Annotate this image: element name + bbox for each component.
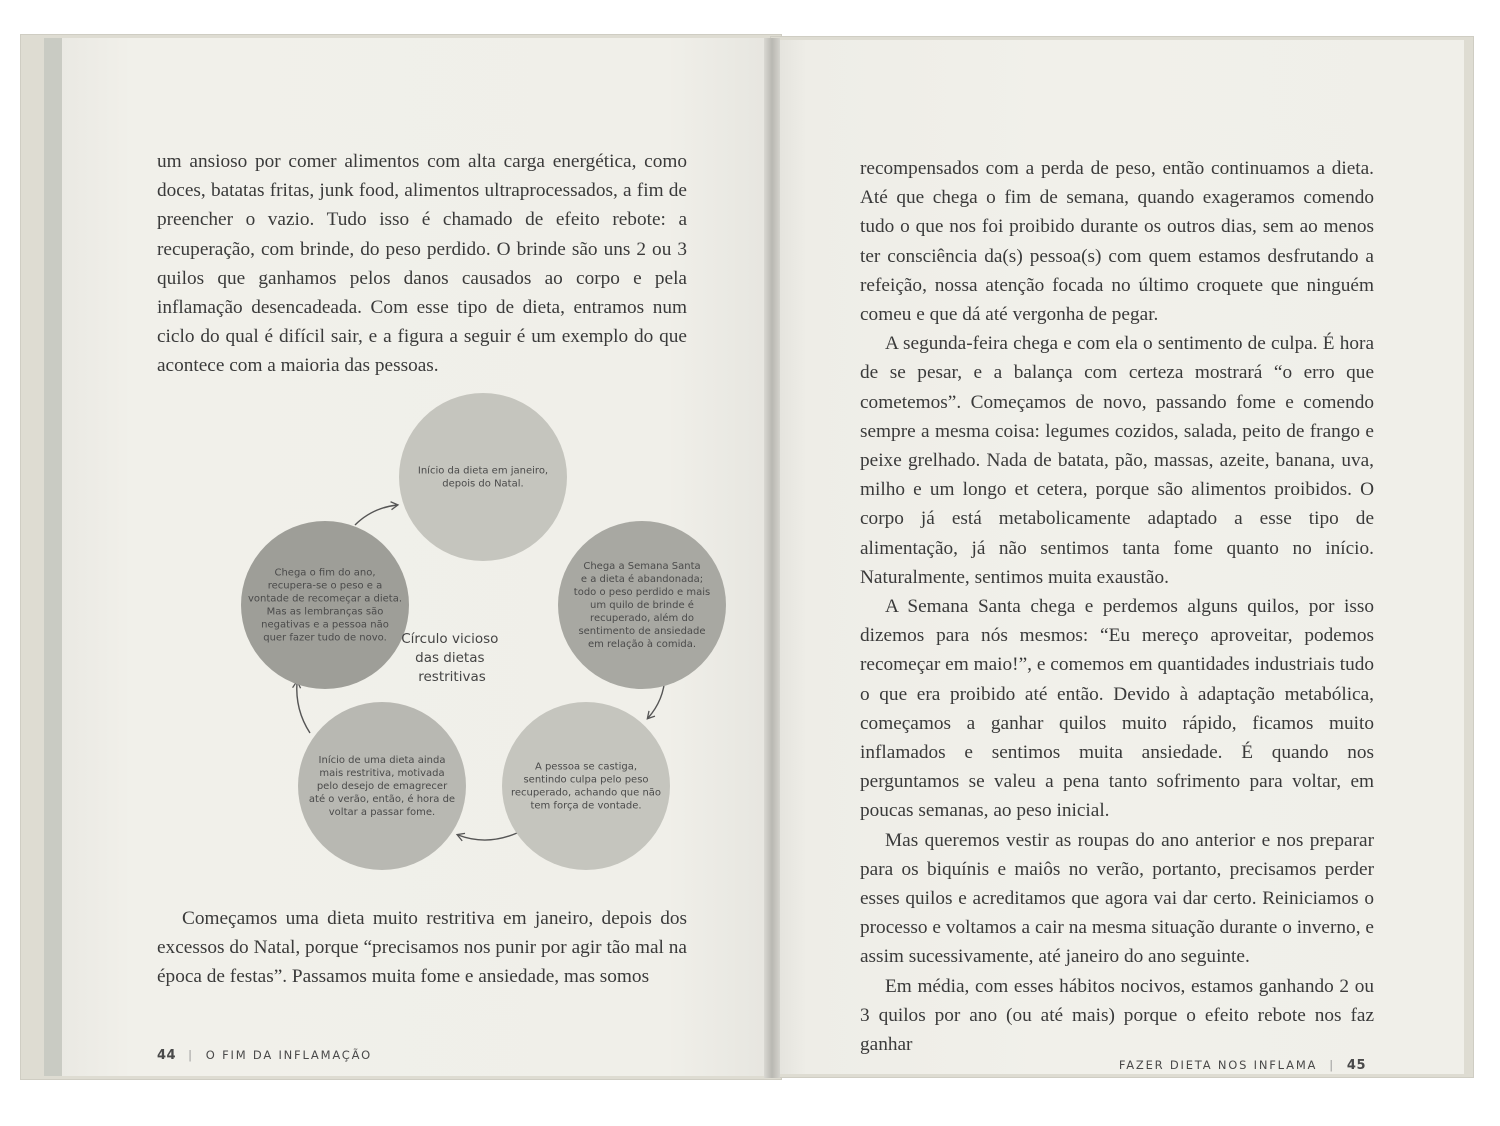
cycle-step-4 (298, 702, 466, 870)
paragraph: Mas queremos vestir as roupas do ano anterior e nos preparar para os biquínis e maiôs no verão, portanto, precisamos perder esses quilos e acreditamos que agora vai dar certo. Reiniciamos o processo e voltamos a cair na mesma situação durante o inverno, e assim sucessivamente, até janeiro do ano seguinte. (860, 829, 1374, 968)
cycle-arrow (458, 833, 517, 840)
running-header: FAZER DIETA NOS INFLAMA (1118, 1058, 1318, 1072)
page-number: 44 (157, 1048, 177, 1063)
cycle-step-circle (502, 702, 670, 870)
left-page-top-text (157, 147, 687, 381)
cycle-step-text: A pessoa se castiga, sentindo culpa pelo peso recuperado, achando que não tem força de vontade. (510, 761, 662, 812)
left-page-bottom-text (157, 904, 687, 992)
right-page-footer: FAZER DIETA NOS INFLAMA | 45 (1118, 1058, 1366, 1073)
diagram-title: Círculo vicioso das dietas restritivas (401, 631, 499, 685)
left-page-footer: 44 | O FIM DA INFLAMAÇÃO (157, 1048, 372, 1063)
cycle-step-5 (241, 521, 409, 689)
cycle-step-2 (558, 521, 726, 689)
vicious-cycle-diagram (162, 368, 711, 858)
cycle-step-circle (241, 521, 409, 689)
paragraph: recompensados com a perda de peso, então continuamos a dieta. Até que chega o fim de semana, quando exageramos comendo tudo o que nos foi proibido durante os outros dias, sem ao menos ter consciência da(s) pessoa(s) com quem estamos desfrutando a refeição, nossa atenção focada no último croquete que ninguém comeu e que dá até vergonha de pegar. (860, 158, 1374, 326)
right-page (772, 40, 1464, 1074)
cycle-arrow (297, 682, 310, 733)
cycle-step-circle (399, 393, 567, 561)
paragraph: Em média, com esses hábitos nocivos, estamos ganhando 2 ou 3 quilos por ano (ou até mais) porque o efeito rebote nos faz ganhar (860, 975, 1374, 1056)
cycle-step-text: Chega a Semana Santa e a dieta é abandonada; todo o peso perdido e mais um quilo de brinde é recuperado, além do sentimento de ansiedade em relação à comida. (573, 561, 711, 650)
paragraph: A segunda-feira chega e com ela o sentimento de culpa. É hora de se pesar, e a balança com certeza mostrará “o erro que cometemos”. Começamos de novo, passando fome e comendo sempre a mesma coisa: legumes cozidos, salada, peito de frango e peixe grelhado. Nada de batata, pão, massas, azeite, banana, uva, milho e um longo et cetera, porque são alimentos proibidos. O corpo já está metabolicamente adaptado a esse tipo de alimentação, já não sentimos tanta fome quanto no início. Naturalmente, sentimos muita exaustão. (860, 333, 1374, 588)
paragraph: Começamos uma dieta muito restritiva em janeiro, depois dos excessos do Natal, porque “precisamos nos punir por agir tão mal na época de festas”. Passamos muita fome e ansiedade, mas somos (157, 908, 687, 988)
left-page (62, 38, 774, 1076)
paragraph: um ansioso por comer alimentos com alta carga energética, como doces, batatas fritas, junk food, alimentos ultraprocessados, a fim de preencher o vazio. Tudo isso é chamado de efeito rebote: a recuperação, com brinde, do peso perdido. O brinde são uns 2 ou 3 quilos que ganhamos pelos danos causados ao corpo e pela inflamação desencadeada. Com esse tipo de dieta, entramos num ciclo do qual é difícil sair, e a figura a seguir é um exemplo do que acontece com a maioria das pessoas. (157, 151, 687, 377)
cycle-step-text: Início da dieta em janeiro, depois do Natal. (417, 465, 549, 490)
cycle-step-text: Chega o fim do ano, recupera-se o peso e a vontade de recomeçar a dieta. Mas as lembranças são negativas e a pessoa não quer fazer tudo de novo. (247, 567, 403, 644)
cycle-arrow (355, 505, 397, 525)
running-header: O FIM DA INFLAMAÇÃO (205, 1048, 372, 1062)
paragraph: A Semana Santa chega e perdemos alguns quilos, por isso dizemos para nós mesmos: “Eu mereço aproveitar, podemos recomeçar em maio!”, e comemos em quantidades industriais tudo o que era proibido até então. Devido à adaptação metabólica, começamos a ganhar quilos muito rápido, ficamos muito inflamados e sentimos muita ansiedade. É quando nos perguntamos se valeu a pena tanto sofrimento para voltar, em poucas semanas, ao peso inicial. (860, 596, 1374, 822)
right-page-text (860, 154, 1374, 1059)
book-gutter (764, 38, 780, 1078)
cycle-step-3 (502, 702, 670, 870)
cycle-step-text: Início de uma dieta ainda mais restritiva, motivada pelo desejo de emagrecer até o verão, então, é hora de voltar a passar fome. (308, 755, 456, 818)
page-number: 45 (1346, 1058, 1366, 1073)
cycle-step-1 (399, 393, 567, 561)
